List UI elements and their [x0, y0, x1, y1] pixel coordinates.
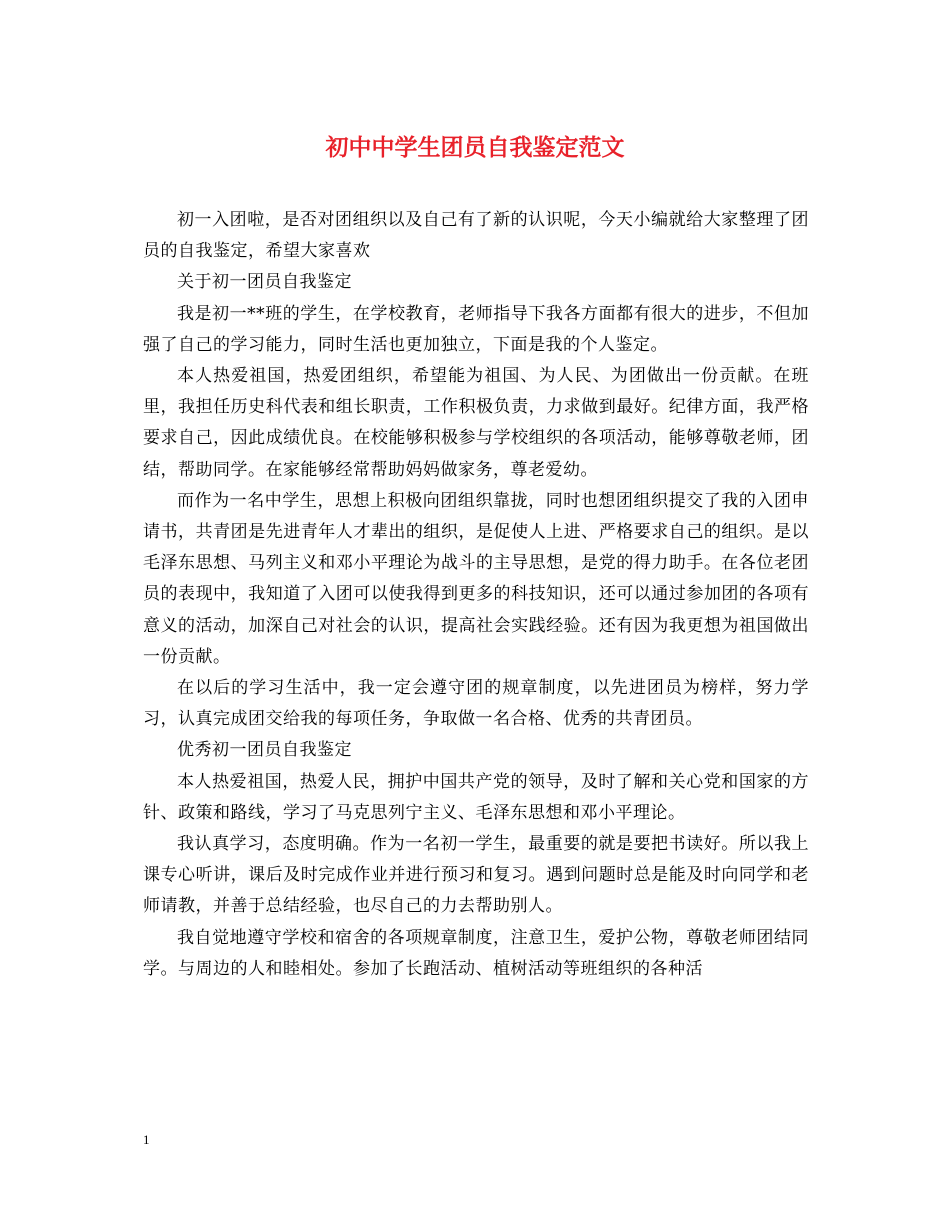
paragraph: 在以后的学习生活中，我一定会遵守团的规章制度，以先进团员为榜样，努力学习，认真完成团交给我的每项任务，争取做一名合格、优秀的共青团员。 — [143, 678, 809, 730]
document-body — [143, 205, 809, 985]
paragraph-intro: 初一入团啦，是否对团组织以及自己有了新的认识呢，今天小编就给大家整理了团员的自我鉴定，希望大家喜欢 — [143, 210, 809, 262]
section-heading-2: 优秀初一团员自我鉴定 — [177, 740, 352, 761]
section-heading-1: 关于初一团员自我鉴定 — [177, 272, 352, 293]
paragraph: 我认真学习，态度明确。作为一名初一学生，最重要的就是要把书读好。所以我上课专心听讲，课后及时完成作业并进行预习和复习。遇到问题时总是能及时向同学和老师请教，并善于总结经验，也尽自己的力去帮助别人。 — [143, 834, 809, 917]
paragraph: 本人热爱祖国，热爱团组织，希望能为祖国、为人民、为团做出一份贡献。在班里，我担任历史科代表和组长职责，工作积极负责，力求做到最好。纪律方面，我严格要求自己，因此成绩优良。在校能够积极参与学校组织的各项活动，能够尊敬老师，团结，帮助同学。在家能够经常帮助妈妈做家务，尊老爱幼。 — [143, 366, 809, 480]
paragraph: 本人热爱祖国，热爱人民，拥护中国共产党的领导，及时了解和关心党和国家的方针、政策和路线，学习了马克思列宁主义、毛泽东思想和邓小平理论。 — [143, 771, 809, 823]
paragraph: 我自觉地遵守学校和宿舍的各项规章制度，注意卫生，爱护公物，尊敬老师团结同学。与周边的人和睦相处。参加了长跑活动、植树活动等班组织的各种活 — [143, 927, 809, 979]
page-number: 1 — [143, 1132, 150, 1147]
document-title: 初中中学生团员自我鉴定范文 — [325, 134, 625, 161]
paragraph: 而作为一名中学生，思想上积极向团组织靠拢，同时也想团组织提交了我的入团申请书，共青团是先进青年人才辈出的组织，是促使人上进、严格要求自己的组织。是以毛泽东思想、马列主义和邓小平理论为战斗的主导思想，是党的得力助手。在各位老团员的表现中，我知道了入团可以使我得到更多的科技知识，还可以通过参加团的各项有意义的活动，加深自己对社会的认识，提高社会实践经验。还有因为我更想为祖国做出一份贡献。 — [143, 490, 809, 667]
paragraph: 我是初一**班的学生，在学校教育，老师指导下我各方面都有很大的进步，不但加强了自己的学习能力，同时生活也更加独立，下面是我的个人鉴定。 — [143, 303, 809, 355]
